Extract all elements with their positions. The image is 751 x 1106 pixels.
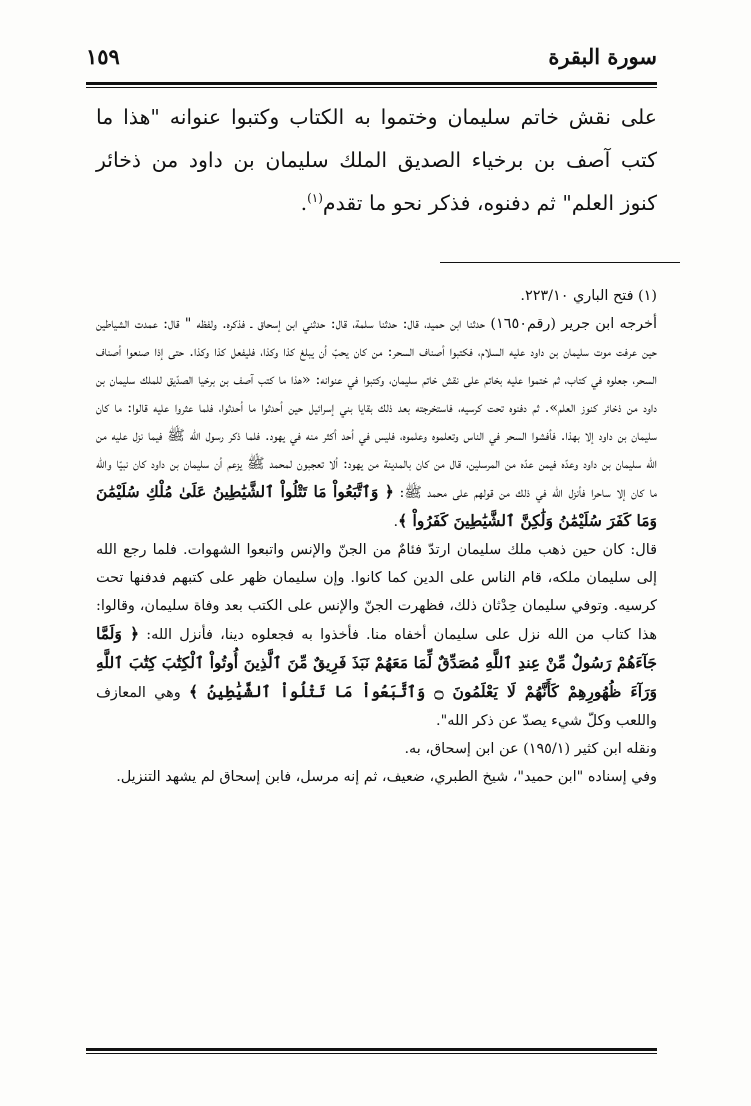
narration-part-3: وهي المعازف واللعب وكلّ شيء يصدّ عن ذكر الله". [96,685,657,729]
footer-rule [86,1048,657,1051]
main-text [96,96,657,225]
main-paragraph-end: . [300,191,308,215]
quran-quote-1: ﴿ وَٱتَّبَعُواْ مَا تَتْلُواْ ٱلشَّيَٰطِينُ عَلَىٰ مُلْكِ سُلَيْمَٰنَ وَمَا كَفَرَ سُلَيْمَٰنُ وَلَٰكِنَّ ٱلشَّيَٰطِينَ كَفَرُواْ ﴾ [96,482,657,530]
footer-rule-thin [86,1053,657,1054]
main-paragraph-text: على نقش خاتم سليمان وختموا به الكتاب وكتبوا عنوانه "هذا ما كتب آصف بن برخياء الصديق الملك سليمان بن داود من ذخائر كنوز العلم" ثم دفنوه، فذكر نحو ما تقدم [96,105,657,215]
footnote-isnad-note: وفي إسناده "ابن حميد"، شيخ الطبري، ضعيف، ثم إنه مرسل، فابن إسحاق لم يشهد التنزيل. [116,769,657,785]
footnote-reference[interactable]: (١) [307,191,323,206]
page-header [86,40,657,84]
footnote-source-line: (١) فتح الباري ٢٢٣/١٠. [520,288,657,304]
footnote-separator [440,262,680,263]
narration-punct: . [393,514,399,530]
narration-part-2: قال: كان حين ذهب ملك سليمان ارتدّ فئامٌ من الجنّ والإنس واتبعوا الشهوات. فلما رجع الله إلى سليمان ملكه، قام الناس على الدين كما كانوا. وإن سليمان ظهر على كتبهم فدفنها تحت كرسيه. وتوفي سليمان حِدْثان ذلك، فظهرت الجنّ والإنس على الكتب بعد وفاة سليمان، وقالوا: هذا كتاب من الله نزل على سليمان أخفاه منا. فأخذوا به فجعلوه دينا، فأنزل الله: [96,542,657,643]
header-rule [86,82,657,85]
surah-title: سورة البقرة [548,44,657,69]
footnote-ibn-kathir: ونقله ابن كثير (١٩٥/١) عن ابن إسحاق، به. [404,741,657,757]
header-rule-thin [86,87,657,88]
narration-part-1: أخرجه ابن جرير (رقم١٦٥٠) حدثنا ابن حميد، قال: حدثنا سلمة، قال: حدثني ابن إسحاق ـ فذكره. ولفظه " قال: عمدت الشياطين حين عرفت موت سليمان بن داود عليه السلام، فكتبوا أصناف السحر: من كان يحبّ أن يبلغ كذا وكذا، فليفعل كذا وكذا. حتى إذا صنعوا أصناف السحر، جعلوه في كتاب، ثم ختموا عليه بخاتم على نقش خاتم سليمان، وكتبوا في عنوانه: «هذا ما كتب آصف بن برخيا الصدّيق للملك سليمان بن داود من ذخائر كنوز العلم». ثم دفنوه تحت كرسيه، فاستخرجته بعد ذلك بقايا بني إسرائيل حين أحدثوا ما أحدثوا، فلما عثروا عليه قالوا: ما كان سليمان بن داود إلا بهذا. فأفشوا السحر في الناس وتعلموه وعلموه، فليس في أحد أكثر منه في يهود. فلما ذكر رسول الله ﷺ فيما نزل عليه من الله سليمان بن داود وعدّه فيمن عدّه من المرسلين، قال من كان بالمدينة من يهود: ألا تعجبون لمحمد ﷺ يزعم أن سليمان بن داود كان نبيّا والله ما كان إلا ساحرا فأنزل الله في ذلك من قولهم على محمد ﷺ: [96,316,658,501]
page-number: ١٥٩ [86,44,120,69]
footnote [96,282,657,791]
footnote-narration [96,310,657,536]
footnote-narration-continued [96,536,657,735]
main-paragraph [96,96,657,225]
quran-quote-2: ﴿ وَلَمَّا جَآءَهُمْ رَسُولٌ مِّنْ عِندِ ٱللَّهِ مُصَدِّقٌ لِّمَا مَعَهُمْ نَبَذَ فَرِيقٌ مِّنَ ٱلَّذِينَ أُوتُواْ ٱلْكِتَٰبَ كِتَٰبَ ٱللَّهِ وَرَآءَ ظُهُورِهِمْ كَأَنَّهُمْ لَا يَعْلَمُونَ ۝ وَٱتَّبَعُواْ مَا تَتْلُواْ ٱلشَّيَٰطِينُ ﴾ [96,624,658,701]
